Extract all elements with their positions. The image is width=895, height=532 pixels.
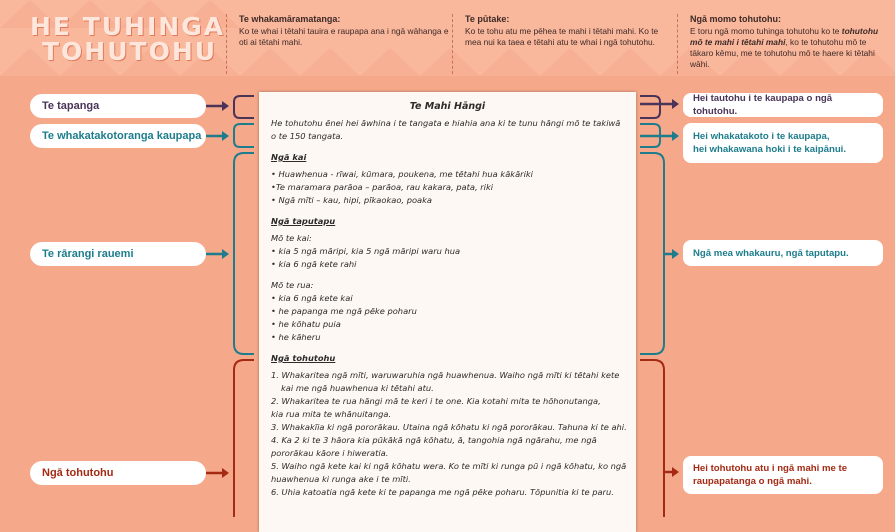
label-tapanga bbox=[30, 94, 206, 118]
label-whakatakotoranga bbox=[30, 124, 206, 148]
procedure-document bbox=[259, 92, 636, 532]
list-item: • Ngā mīti – kau, hipi, pīkaokao, poaka bbox=[271, 195, 433, 205]
note-tapanga: Hei tautohu i te kaupapa o ngā tohutohu. bbox=[683, 93, 883, 117]
list-item: • he kōhatu puia bbox=[271, 319, 341, 329]
step-item: 1. Whakaritea ngā mīti, waruwaruhia ngā huawhenua. Waiho ngā mīti ki tētahi kete kai me ngā huawhenua ki tētahi atu. bbox=[271, 370, 620, 393]
intro-line: He tohutohu ēnei hei āwhina i te tangata e hiahia ana ki te tunu hāngi mō te takiwā bbox=[271, 118, 621, 128]
step-item: 4. Ka 2 ki te 3 hāora kia pūkākā ngā kōhatu, ā, tangohia ngā ngārahu, me ngā pororākau kāore i hiweratia. bbox=[271, 435, 597, 458]
step-item: 3. Whakakīia ki ngā pororākau. Utaina ngā kōhatu ki ngā pororākau. Tahuna ki te ahi. bbox=[271, 422, 627, 432]
list-item: • he papanga me ngā pēke poharu bbox=[271, 306, 417, 316]
note-tohutohu: Hei tohutohu atu i ngā mahi me te raupapatanga o ngā mahi. bbox=[683, 456, 883, 494]
label-rarangi-text: Te rārangi rauemi bbox=[42, 248, 134, 260]
step-item: 6. Uhia katoatia ngā kete ki te papanga me ngā pēke poharu. Tōpunitia ki te paru. bbox=[271, 487, 614, 497]
note-whakatakoto: Hei whakatakoto i te kaupapa, hei whakawana hoki i te kaipānui. bbox=[683, 123, 883, 163]
label-tapanga-text: Te tapanga bbox=[42, 100, 100, 112]
list-item: • he kāheru bbox=[271, 332, 321, 342]
step-item: 2. Whakaritea te rua hāngi mā te keri i te one. Kia kotahi mita te hōhonutanga, kia rua mita te whānuitanga. bbox=[271, 396, 601, 419]
list-item: • kia 5 ngā māripi, kia 5 ngā māripi waru hua bbox=[271, 246, 461, 256]
steps-list bbox=[271, 369, 627, 499]
types-column: Ngā momo tohutohu: E toru ngā momo tuhinga tohutohu ko te tohutohu mō te mahi i tētahi mahi, ko te tohutohu mō te tākaro kēmu, me te tohutohu mō te haere ki tētahi wāhi. bbox=[677, 14, 888, 74]
definition-column: Te whakamāramatanga: Ko te whai i tētahi tauira e raupapa ana i ngā wāhanga e oti ai tētahi mahi. bbox=[226, 14, 451, 74]
note-rauemi: Ngā mea whakauru, ngā taputapu. bbox=[683, 240, 883, 266]
sub-label: Mō te kai: bbox=[271, 233, 312, 243]
list-item: • kia 6 ngā kete kai bbox=[271, 293, 353, 303]
page-title: HE TUHINGA TOHUTOHU bbox=[30, 12, 226, 66]
label-tohutohu-text: Ngā tohutohu bbox=[42, 467, 114, 479]
kai-heading: Ngā kai bbox=[271, 152, 307, 162]
header-banner bbox=[0, 0, 895, 76]
tohutohu-heading: Ngā tohutohu bbox=[271, 353, 336, 363]
label-whakatakotoranga-text: Te whakatakotoranga kaupapa bbox=[42, 130, 202, 142]
taputapu-heading: Ngā taputapu bbox=[271, 216, 336, 226]
document-title: Te Mahi Hāngi bbox=[409, 101, 486, 112]
step-item: 5. Waiho ngā kete kai ki ngā kōhatu wera. Ko te mīti ki runga pū i ngā kōhatu, ko ngā huawhenua ki runga ake i te mīti. bbox=[271, 461, 627, 484]
sub-label: Mō te rua: bbox=[271, 280, 314, 290]
list-item: • kia 6 ngā kete rahi bbox=[271, 259, 357, 269]
intro-line: o te 150 tangata. bbox=[271, 131, 344, 141]
purpose-column: Te pūtake: Ko te tohu atu me pēhea te mahi i tētahi mahi. Ko te mea nui ka taea e tētahi atu te whai i ngā tohutohu. bbox=[452, 14, 675, 74]
label-tohutohu bbox=[30, 461, 206, 485]
label-rarangi-rauemi bbox=[30, 242, 206, 266]
list-item: • Huawhenua - rīwai, kūmara, poukena, me tētahi hua kākāriki bbox=[271, 169, 533, 179]
list-item: •Te maramara parāoa – parāoa, rau kakara, pata, riki bbox=[271, 182, 494, 192]
